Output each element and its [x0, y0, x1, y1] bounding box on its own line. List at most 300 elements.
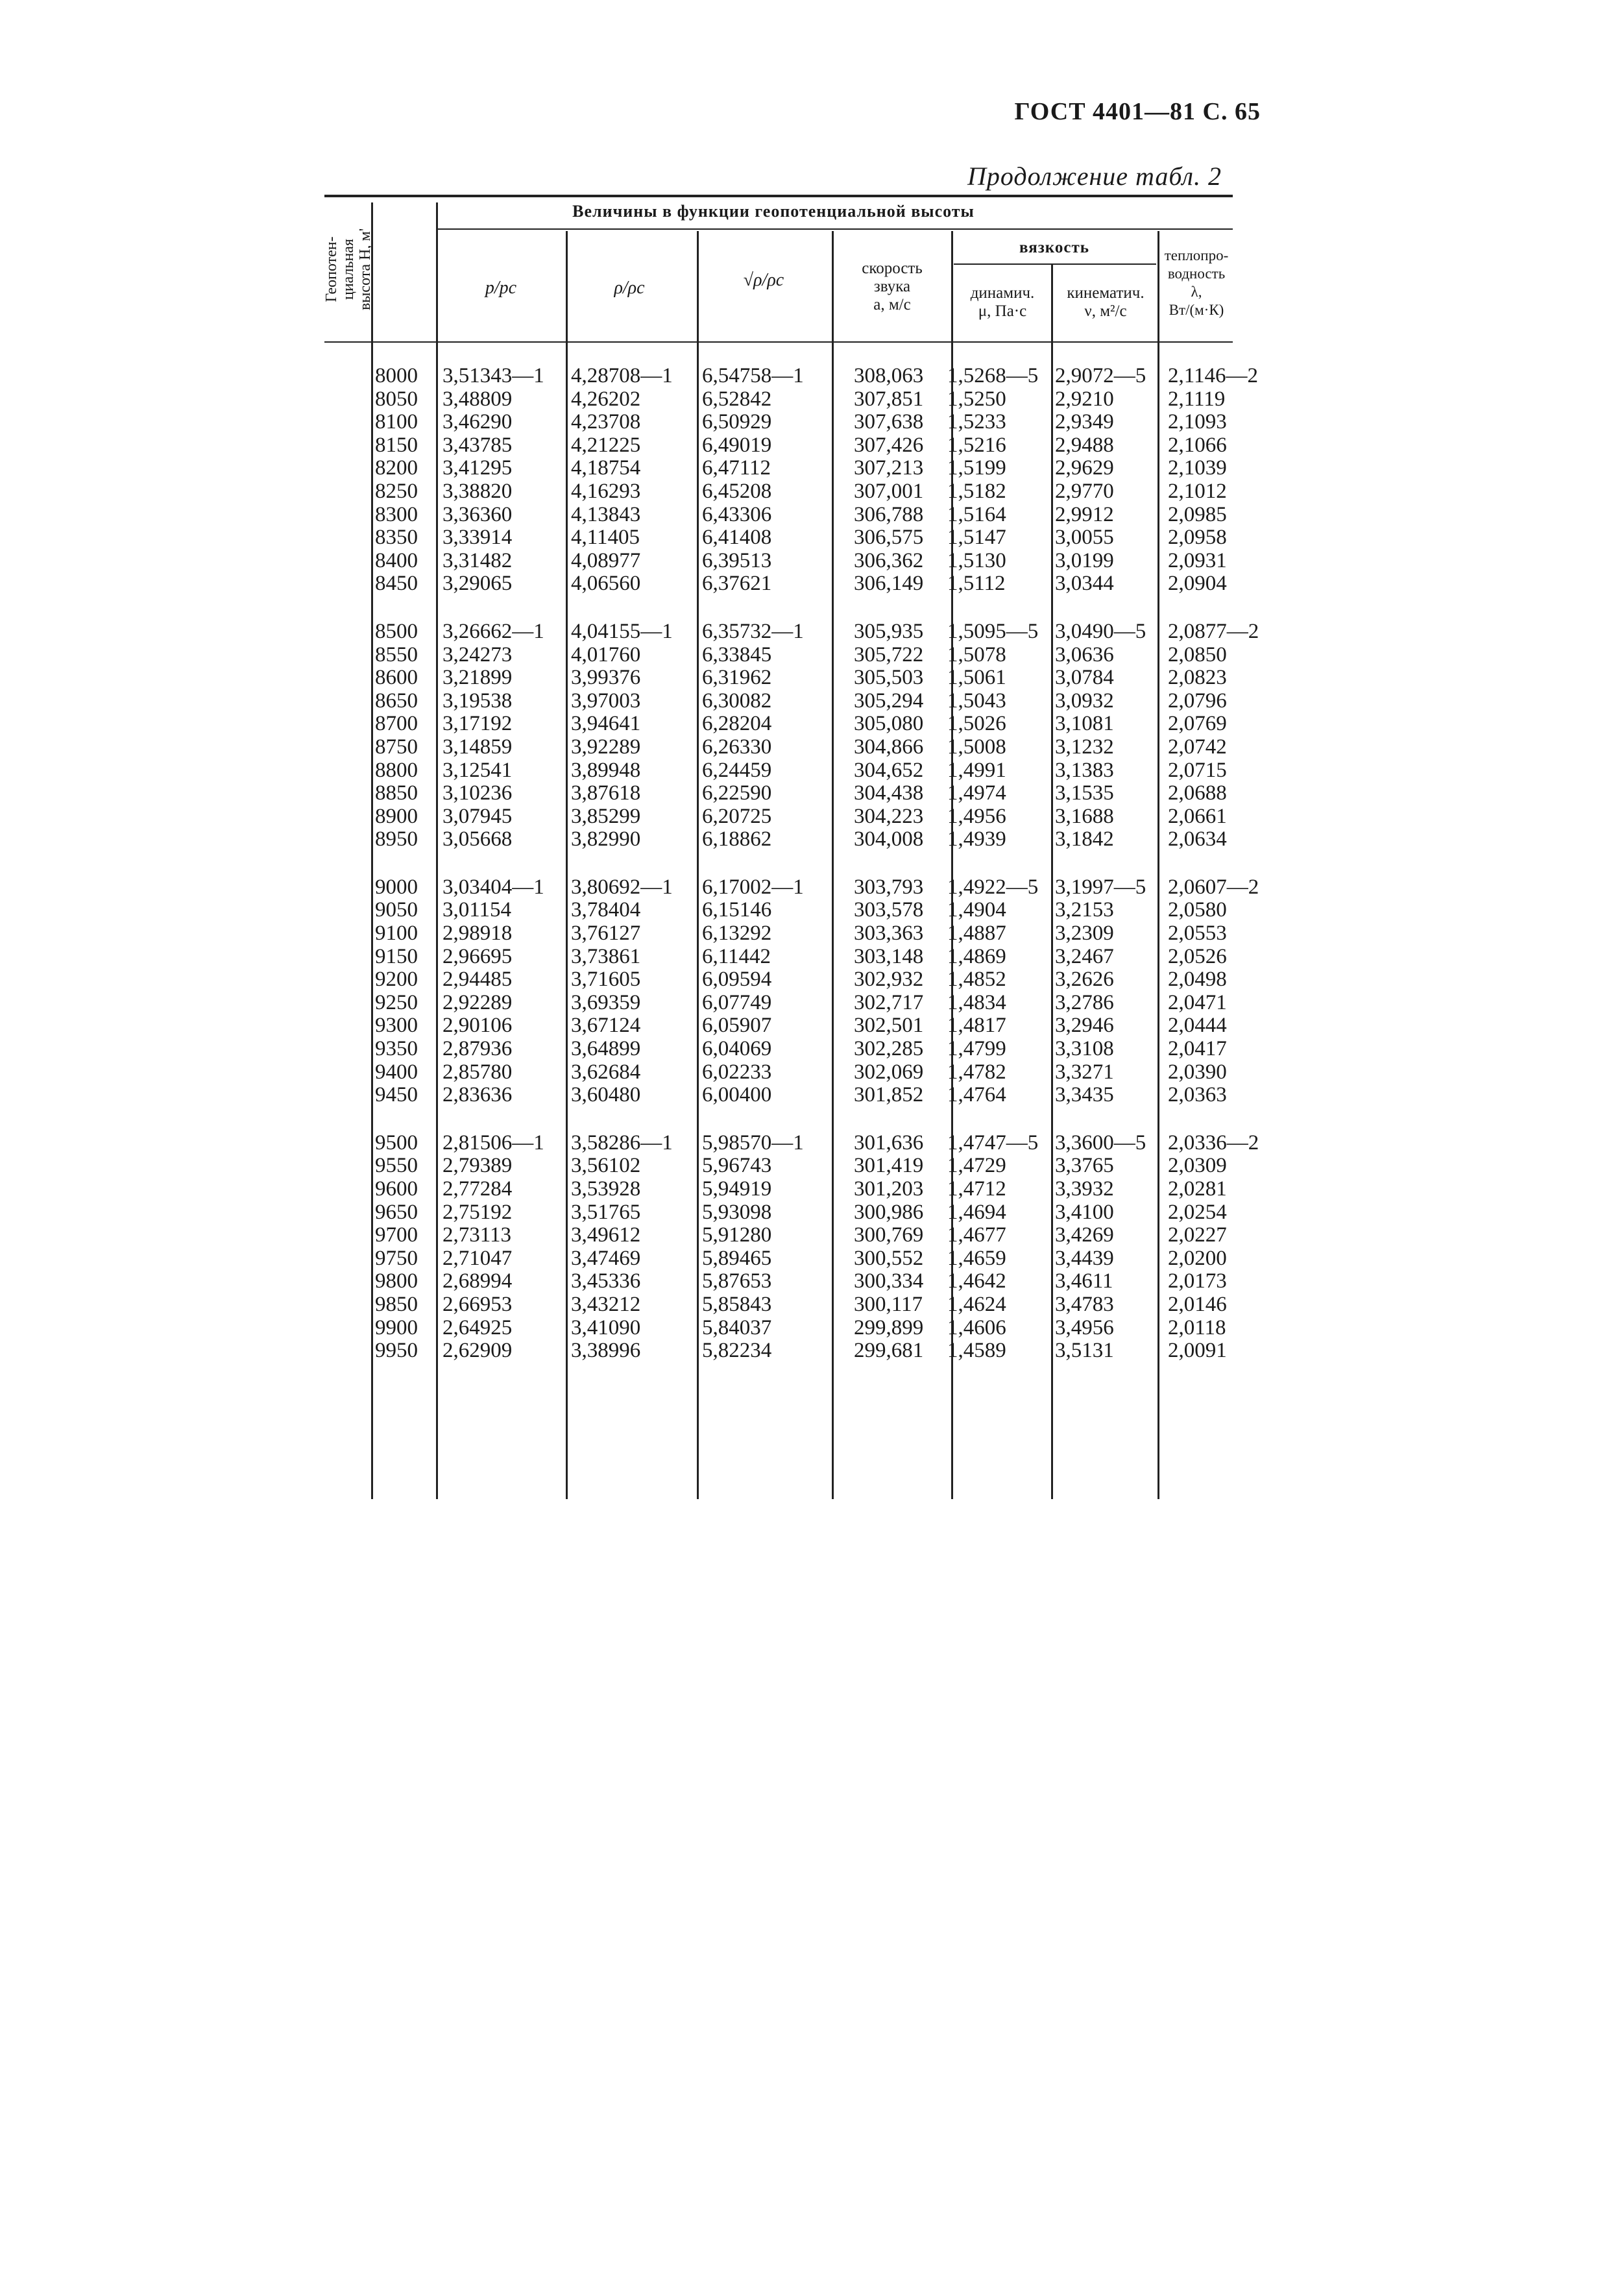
cell-thermal-conductivity: 2,0281	[1168, 1177, 1227, 1201]
cell-kinematic-viscosity: 3,2309	[1055, 922, 1114, 946]
cell-dynamic-viscosity: 1,5026	[947, 712, 1006, 736]
cell-dynamic-viscosity: 1,5182	[947, 479, 1006, 503]
cell-sound-speed: 301,636	[854, 1130, 924, 1155]
cell-height: 9700	[375, 1223, 418, 1247]
cell-sound-speed: 304,008	[854, 827, 924, 851]
cell-height: 9450	[375, 1083, 418, 1107]
cell-density-ratio: 4,26202	[571, 387, 641, 411]
cell-dynamic-viscosity: 1,5164	[947, 502, 1006, 526]
cell-pressure-ratio: 2,62909	[442, 1339, 513, 1363]
cell-pressure-ratio: 2,94485	[442, 968, 513, 992]
cell-sqrt-density-ratio: 6,18862	[702, 827, 772, 851]
row-group	[324, 1130, 1259, 1363]
cell-sqrt-density-ratio: 5,94919	[702, 1177, 772, 1201]
cell-dynamic-viscosity: 1,4834	[947, 990, 1006, 1014]
cell-pressure-ratio: 3,48809	[442, 387, 513, 411]
cell-sqrt-density-ratio: 6,13292	[702, 922, 772, 946]
table-row	[324, 736, 1233, 759]
cell-dynamic-viscosity: 1,4782	[947, 1060, 1006, 1084]
cell-dynamic-viscosity: 1,4606	[947, 1315, 1006, 1339]
header-pressure-ratio: p/pc	[485, 278, 517, 298]
cell-thermal-conductivity: 2,1146—2	[1168, 364, 1259, 387]
cell-dynamic-viscosity: 1,5130	[947, 548, 1006, 572]
cell-height: 8850	[375, 781, 418, 805]
cell-pressure-ratio: 2,85780	[442, 1060, 513, 1084]
cell-sound-speed: 301,203	[854, 1177, 924, 1201]
cell-kinematic-viscosity: 3,4956	[1055, 1315, 1114, 1339]
cell-dynamic-viscosity: 1,5095—5	[947, 619, 1039, 643]
row-group	[324, 619, 1259, 851]
cell-height: 8250	[375, 479, 418, 503]
cell-thermal-conductivity: 2,0363	[1168, 1083, 1227, 1107]
cell-kinematic-viscosity: 3,4783	[1055, 1292, 1114, 1316]
cell-height: 8000	[375, 364, 418, 387]
cell-sqrt-density-ratio: 5,89465	[702, 1246, 772, 1270]
cell-kinematic-viscosity: 3,3108	[1055, 1037, 1114, 1061]
cell-kinematic-viscosity: 2,9349	[1055, 410, 1114, 434]
cell-sound-speed: 302,932	[854, 968, 924, 992]
header-bottom-rule	[324, 341, 1233, 343]
cell-thermal-conductivity: 2,0417	[1168, 1037, 1227, 1061]
table-row	[324, 805, 1233, 829]
cell-sqrt-density-ratio: 6,47112	[702, 456, 771, 480]
cell-thermal-conductivity: 2,0336—2	[1168, 1130, 1259, 1155]
table-row	[324, 1201, 1233, 1225]
cell-sound-speed: 299,681	[854, 1339, 924, 1363]
cell-sound-speed: 302,069	[854, 1060, 924, 1084]
cell-density-ratio: 3,97003	[571, 689, 641, 713]
cell-sound-speed: 304,223	[854, 804, 924, 828]
cell-pressure-ratio: 3,07945	[442, 804, 513, 828]
cell-dynamic-viscosity: 1,4887	[947, 922, 1006, 946]
cell-height: 9800	[375, 1269, 418, 1293]
cell-density-ratio: 4,23708	[571, 410, 641, 434]
table-row	[324, 690, 1233, 713]
cell-thermal-conductivity: 2,1039	[1168, 456, 1227, 480]
cell-density-ratio: 3,87618	[571, 781, 641, 805]
cell-height: 8750	[375, 735, 418, 759]
cell-pressure-ratio: 3,51343—1	[442, 364, 544, 387]
cell-kinematic-viscosity: 3,1535	[1055, 781, 1114, 805]
cell-height: 8350	[375, 526, 418, 550]
cell-height: 8900	[375, 804, 418, 828]
cell-sound-speed: 308,063	[854, 364, 924, 387]
cell-kinematic-viscosity: 3,1688	[1055, 804, 1114, 828]
cell-height: 9350	[375, 1037, 418, 1061]
cell-kinematic-viscosity: 3,2946	[1055, 1014, 1114, 1038]
header-dynamic-viscosity: динамич. μ, Па·с	[970, 284, 1035, 320]
cell-sqrt-density-ratio: 6,31962	[702, 666, 772, 690]
cell-sound-speed: 307,001	[854, 479, 924, 503]
cell-density-ratio: 3,45336	[571, 1269, 641, 1293]
cell-kinematic-viscosity: 2,9072—5	[1055, 364, 1146, 387]
cell-height: 9600	[375, 1177, 418, 1201]
cell-kinematic-viscosity: 3,1842	[1055, 827, 1114, 851]
cell-sqrt-density-ratio: 6,22590	[702, 781, 772, 805]
header-geopotential-height: Геопотен- циальная высота H, м'	[323, 228, 374, 310]
cell-thermal-conductivity: 2,0390	[1168, 1060, 1227, 1084]
cell-density-ratio: 3,78404	[571, 898, 641, 922]
cell-sound-speed: 306,575	[854, 526, 924, 550]
cell-sqrt-density-ratio: 5,85843	[702, 1292, 772, 1316]
cell-sqrt-density-ratio: 5,98570—1	[702, 1130, 804, 1155]
cell-dynamic-viscosity: 1,5008	[947, 735, 1006, 759]
cell-thermal-conductivity: 2,0931	[1168, 548, 1227, 572]
cell-density-ratio: 3,58286—1	[571, 1130, 673, 1155]
cell-density-ratio: 3,43212	[571, 1292, 641, 1316]
cell-kinematic-viscosity: 3,4611	[1055, 1269, 1113, 1293]
cell-thermal-conductivity: 2,0742	[1168, 735, 1227, 759]
cell-sound-speed: 300,334	[854, 1269, 924, 1293]
cell-thermal-conductivity: 2,0958	[1168, 526, 1227, 550]
cell-pressure-ratio: 2,79389	[442, 1154, 513, 1178]
table-row	[324, 968, 1233, 992]
table-row	[324, 713, 1233, 736]
cell-height: 8950	[375, 827, 418, 851]
table-row	[324, 1038, 1233, 1061]
cell-dynamic-viscosity: 1,5061	[947, 666, 1006, 690]
cell-sound-speed: 307,638	[854, 410, 924, 434]
table-row	[324, 759, 1233, 783]
cell-sqrt-density-ratio: 6,49019	[702, 433, 772, 457]
table-continuation-label: Продолжение табл. 2	[967, 162, 1222, 191]
cell-density-ratio: 3,47469	[571, 1246, 641, 1270]
cell-sound-speed: 307,851	[854, 387, 924, 411]
cell-pressure-ratio: 3,36360	[442, 502, 513, 526]
cell-height: 8450	[375, 572, 418, 596]
cell-sqrt-density-ratio: 6,11442	[702, 944, 771, 968]
cell-kinematic-viscosity: 3,4439	[1055, 1246, 1114, 1270]
cell-density-ratio: 3,73861	[571, 944, 641, 968]
cell-pressure-ratio: 2,75192	[442, 1200, 513, 1224]
header-group-title: Величины в функции геопотенциальной высоты	[572, 202, 975, 221]
cell-pressure-ratio: 3,19538	[442, 689, 513, 713]
table-row	[324, 992, 1233, 1015]
cell-thermal-conductivity: 2,0634	[1168, 827, 1227, 851]
cell-dynamic-viscosity: 1,4624	[947, 1292, 1006, 1316]
table-row	[324, 1247, 1233, 1271]
cell-pressure-ratio: 3,24273	[442, 642, 513, 666]
cell-height: 9650	[375, 1200, 418, 1224]
cell-sound-speed: 304,652	[854, 758, 924, 782]
table-row	[324, 644, 1233, 667]
cell-sqrt-density-ratio: 5,93098	[702, 1200, 772, 1224]
cell-thermal-conductivity: 2,0309	[1168, 1154, 1227, 1178]
cell-sound-speed: 303,148	[854, 944, 924, 968]
cell-height: 9850	[375, 1292, 418, 1316]
cell-pressure-ratio: 2,71047	[442, 1246, 513, 1270]
cell-density-ratio: 4,04155—1	[571, 619, 673, 643]
cell-sqrt-density-ratio: 6,45208	[702, 479, 772, 503]
cell-density-ratio: 3,76127	[571, 922, 641, 946]
cell-sqrt-density-ratio: 6,15146	[702, 898, 772, 922]
cell-density-ratio: 3,80692—1	[571, 875, 673, 899]
cell-thermal-conductivity: 2,0661	[1168, 804, 1227, 828]
cell-thermal-conductivity: 2,0227	[1168, 1223, 1227, 1247]
table-row	[324, 480, 1233, 504]
header-group-underline	[436, 228, 1233, 230]
cell-thermal-conductivity: 2,0796	[1168, 689, 1227, 713]
cell-height: 8550	[375, 642, 418, 666]
cell-thermal-conductivity: 2,0091	[1168, 1339, 1227, 1363]
cell-dynamic-viscosity: 1,4817	[947, 1014, 1006, 1038]
cell-height: 8300	[375, 502, 418, 526]
table-top-rule	[324, 195, 1233, 197]
cell-density-ratio: 3,62684	[571, 1060, 641, 1084]
cell-pressure-ratio: 3,38820	[442, 479, 513, 503]
cell-pressure-ratio: 3,43785	[442, 433, 513, 457]
cell-density-ratio: 3,82990	[571, 827, 641, 851]
cell-density-ratio: 4,13843	[571, 502, 641, 526]
cell-dynamic-viscosity: 1,4852	[947, 968, 1006, 992]
cell-sqrt-density-ratio: 6,07749	[702, 990, 772, 1014]
cell-dynamic-viscosity: 1,5268—5	[947, 364, 1039, 387]
cell-height: 8650	[375, 689, 418, 713]
cell-sqrt-density-ratio: 6,09594	[702, 968, 772, 992]
cell-dynamic-viscosity: 1,4869	[947, 944, 1006, 968]
table-row	[324, 1293, 1233, 1317]
cell-density-ratio: 4,01760	[571, 642, 641, 666]
cell-sound-speed: 303,363	[854, 922, 924, 946]
table-row	[324, 666, 1233, 690]
table-row	[324, 828, 1233, 851]
cell-height: 8700	[375, 712, 418, 736]
cell-kinematic-viscosity: 3,2626	[1055, 968, 1114, 992]
header-thermal-conductivity: теплопро- водность λ, Вт/(м·К)	[1164, 247, 1229, 318]
cell-kinematic-viscosity: 3,3435	[1055, 1083, 1114, 1107]
cell-dynamic-viscosity: 1,4659	[947, 1246, 1006, 1270]
cell-sound-speed: 305,503	[854, 666, 924, 690]
cell-height: 8400	[375, 548, 418, 572]
cell-dynamic-viscosity: 1,4799	[947, 1037, 1006, 1061]
cell-kinematic-viscosity: 3,5131	[1055, 1339, 1114, 1363]
cell-kinematic-viscosity: 2,9912	[1055, 502, 1114, 526]
cell-sound-speed: 300,552	[854, 1246, 924, 1270]
table-row	[324, 619, 1259, 644]
table-row	[324, 875, 1259, 899]
cell-pressure-ratio: 2,68994	[442, 1269, 513, 1293]
table-row	[324, 899, 1233, 922]
cell-thermal-conductivity: 2,0200	[1168, 1246, 1227, 1270]
table-row	[324, 526, 1233, 550]
table-row	[324, 1224, 1233, 1247]
cell-density-ratio: 3,71605	[571, 968, 641, 992]
cell-thermal-conductivity: 2,0715	[1168, 758, 1227, 782]
row-group	[324, 364, 1259, 596]
cell-density-ratio: 4,28708—1	[571, 364, 673, 387]
cell-height: 8600	[375, 666, 418, 690]
header-kinematic-viscosity: кинематич. ν, м²/с	[1067, 284, 1145, 320]
cell-sound-speed: 305,722	[854, 642, 924, 666]
cell-dynamic-viscosity: 1,5216	[947, 433, 1006, 457]
cell-density-ratio: 4,08977	[571, 548, 641, 572]
cell-dynamic-viscosity: 1,5199	[947, 456, 1006, 480]
cell-pressure-ratio: 2,98918	[442, 922, 513, 946]
table-row	[324, 1339, 1233, 1363]
cell-sound-speed: 300,117	[854, 1292, 923, 1316]
cell-dynamic-viscosity: 1,4589	[947, 1339, 1006, 1363]
cell-pressure-ratio: 3,05668	[442, 827, 513, 851]
cell-dynamic-viscosity: 1,4922—5	[947, 875, 1039, 899]
cell-dynamic-viscosity: 1,5250	[947, 387, 1006, 411]
table-row	[324, 457, 1233, 480]
cell-sound-speed: 304,438	[854, 781, 924, 805]
cell-thermal-conductivity: 2,1093	[1168, 410, 1227, 434]
cell-sqrt-density-ratio: 6,50929	[702, 410, 772, 434]
cell-height: 8150	[375, 433, 418, 457]
cell-sqrt-density-ratio: 6,52842	[702, 387, 772, 411]
cell-dynamic-viscosity: 1,5112	[947, 572, 1006, 596]
cell-sound-speed: 302,501	[854, 1014, 924, 1038]
cell-thermal-conductivity: 2,1066	[1168, 433, 1227, 457]
cell-thermal-conductivity: 2,0498	[1168, 968, 1227, 992]
cell-height: 9300	[375, 1014, 418, 1038]
cell-kinematic-viscosity: 2,9210	[1055, 387, 1114, 411]
cell-density-ratio: 3,94641	[571, 712, 641, 736]
table-row	[324, 1130, 1259, 1155]
cell-height: 9950	[375, 1339, 418, 1363]
cell-density-ratio: 3,60480	[571, 1083, 641, 1107]
cell-pressure-ratio: 2,96695	[442, 944, 513, 968]
cell-pressure-ratio: 3,12541	[442, 758, 513, 782]
cell-height: 9100	[375, 922, 418, 946]
cell-dynamic-viscosity: 1,4956	[947, 804, 1006, 828]
cell-thermal-conductivity: 2,0580	[1168, 898, 1227, 922]
cell-density-ratio: 4,21225	[571, 433, 641, 457]
cell-kinematic-viscosity: 3,4269	[1055, 1223, 1114, 1247]
cell-sqrt-density-ratio: 6,02233	[702, 1060, 772, 1084]
cell-dynamic-viscosity: 1,4729	[947, 1154, 1006, 1178]
cell-dynamic-viscosity: 1,5078	[947, 642, 1006, 666]
cell-sound-speed: 303,578	[854, 898, 924, 922]
cell-sound-speed: 305,080	[854, 712, 924, 736]
cell-pressure-ratio: 3,31482	[442, 548, 513, 572]
cell-density-ratio: 3,69359	[571, 990, 641, 1014]
cell-thermal-conductivity: 2,0985	[1168, 502, 1227, 526]
cell-height: 9150	[375, 944, 418, 968]
cell-dynamic-viscosity: 1,4991	[947, 758, 1006, 782]
cell-kinematic-viscosity: 3,0199	[1055, 548, 1114, 572]
cell-sound-speed: 304,866	[854, 735, 924, 759]
cell-density-ratio: 4,11405	[571, 526, 640, 550]
cell-height: 8200	[375, 456, 418, 480]
cell-sqrt-density-ratio: 6,24459	[702, 758, 772, 782]
cell-pressure-ratio: 2,73113	[442, 1223, 512, 1247]
cell-density-ratio: 3,92289	[571, 735, 641, 759]
cell-sound-speed: 299,899	[854, 1315, 924, 1339]
table-row	[324, 1061, 1233, 1084]
table-row	[324, 388, 1233, 411]
cell-height: 8100	[375, 410, 418, 434]
cell-density-ratio: 4,18754	[571, 456, 641, 480]
cell-sqrt-density-ratio: 6,26330	[702, 735, 772, 759]
cell-kinematic-viscosity: 3,0932	[1055, 689, 1114, 713]
cell-pressure-ratio: 3,26662—1	[442, 619, 544, 643]
cell-sqrt-density-ratio: 6,00400	[702, 1083, 772, 1107]
cell-kinematic-viscosity: 3,2153	[1055, 898, 1114, 922]
cell-density-ratio: 4,16293	[571, 479, 641, 503]
cell-height: 8800	[375, 758, 418, 782]
cell-sound-speed: 305,294	[854, 689, 924, 713]
cell-density-ratio: 3,67124	[571, 1014, 641, 1038]
header-sound-speed: скорость звука a, м/с	[862, 260, 923, 313]
cell-dynamic-viscosity: 1,4904	[947, 898, 1006, 922]
cell-density-ratio: 3,89948	[571, 758, 641, 782]
cell-height: 9900	[375, 1315, 418, 1339]
cell-thermal-conductivity: 2,0607—2	[1168, 875, 1259, 899]
table-body	[324, 364, 1259, 1363]
cell-sqrt-density-ratio: 6,41408	[702, 526, 772, 550]
header-sqrt-density-ratio: √ρ/ρc	[743, 270, 784, 290]
table-row	[324, 504, 1233, 527]
cell-sound-speed: 306,149	[854, 572, 924, 596]
cell-pressure-ratio: 3,10236	[442, 781, 513, 805]
header-viscosity-underline	[954, 263, 1156, 265]
header-viscosity: вязкость	[1019, 239, 1089, 256]
cell-sqrt-density-ratio: 5,96743	[702, 1154, 772, 1178]
table-row	[324, 364, 1259, 388]
cell-height: 8500	[375, 619, 418, 643]
cell-height: 9050	[375, 898, 418, 922]
table-row	[324, 1014, 1233, 1038]
table-row	[324, 1270, 1233, 1293]
cell-pressure-ratio: 3,03404—1	[442, 875, 544, 899]
cell-kinematic-viscosity: 2,9629	[1055, 456, 1114, 480]
cell-pressure-ratio: 3,14859	[442, 735, 513, 759]
cell-kinematic-viscosity: 3,1383	[1055, 758, 1114, 782]
cell-dynamic-viscosity: 1,5233	[947, 410, 1006, 434]
cell-sound-speed: 302,717	[854, 990, 924, 1014]
data-table	[323, 195, 1259, 1499]
cell-kinematic-viscosity: 3,0055	[1055, 526, 1114, 550]
table-row	[324, 1084, 1233, 1107]
cell-thermal-conductivity: 2,0173	[1168, 1269, 1227, 1293]
cell-sound-speed: 306,788	[854, 502, 924, 526]
cell-thermal-conductivity: 2,0444	[1168, 1014, 1227, 1038]
cell-height: 9400	[375, 1060, 418, 1084]
cell-dynamic-viscosity: 1,4974	[947, 781, 1006, 805]
cell-kinematic-viscosity: 3,4100	[1055, 1200, 1114, 1224]
table-row	[324, 946, 1233, 969]
cell-sqrt-density-ratio: 5,84037	[702, 1315, 772, 1339]
cell-height: 8050	[375, 387, 418, 411]
cell-density-ratio: 3,53928	[571, 1177, 641, 1201]
cell-kinematic-viscosity: 3,0784	[1055, 666, 1114, 690]
cell-pressure-ratio: 3,21899	[442, 666, 513, 690]
cell-density-ratio: 3,41090	[571, 1315, 641, 1339]
cell-pressure-ratio: 2,66953	[442, 1292, 513, 1316]
cell-sqrt-density-ratio: 6,28204	[702, 712, 772, 736]
cell-dynamic-viscosity: 1,4939	[947, 827, 1006, 851]
cell-thermal-conductivity: 2,0471	[1168, 990, 1227, 1014]
cell-kinematic-viscosity: 3,3271	[1055, 1060, 1114, 1084]
cell-pressure-ratio: 3,41295	[442, 456, 513, 480]
cell-dynamic-viscosity: 1,4712	[947, 1177, 1006, 1201]
cell-kinematic-viscosity: 3,3765	[1055, 1154, 1114, 1178]
cell-thermal-conductivity: 2,0118	[1168, 1315, 1226, 1339]
cell-sqrt-density-ratio: 6,30082	[702, 689, 772, 713]
cell-height: 9000	[375, 875, 418, 899]
cell-pressure-ratio: 3,46290	[442, 410, 513, 434]
cell-kinematic-viscosity: 2,9770	[1055, 479, 1114, 503]
cell-kinematic-viscosity: 3,2786	[1055, 990, 1114, 1014]
table-row	[324, 550, 1233, 573]
cell-kinematic-viscosity: 3,3600—5	[1055, 1130, 1146, 1155]
cell-sound-speed: 303,793	[854, 875, 924, 899]
cell-sqrt-density-ratio: 6,37621	[702, 572, 772, 596]
cell-pressure-ratio: 2,87936	[442, 1037, 513, 1061]
cell-kinematic-viscosity: 3,0490—5	[1055, 619, 1146, 643]
